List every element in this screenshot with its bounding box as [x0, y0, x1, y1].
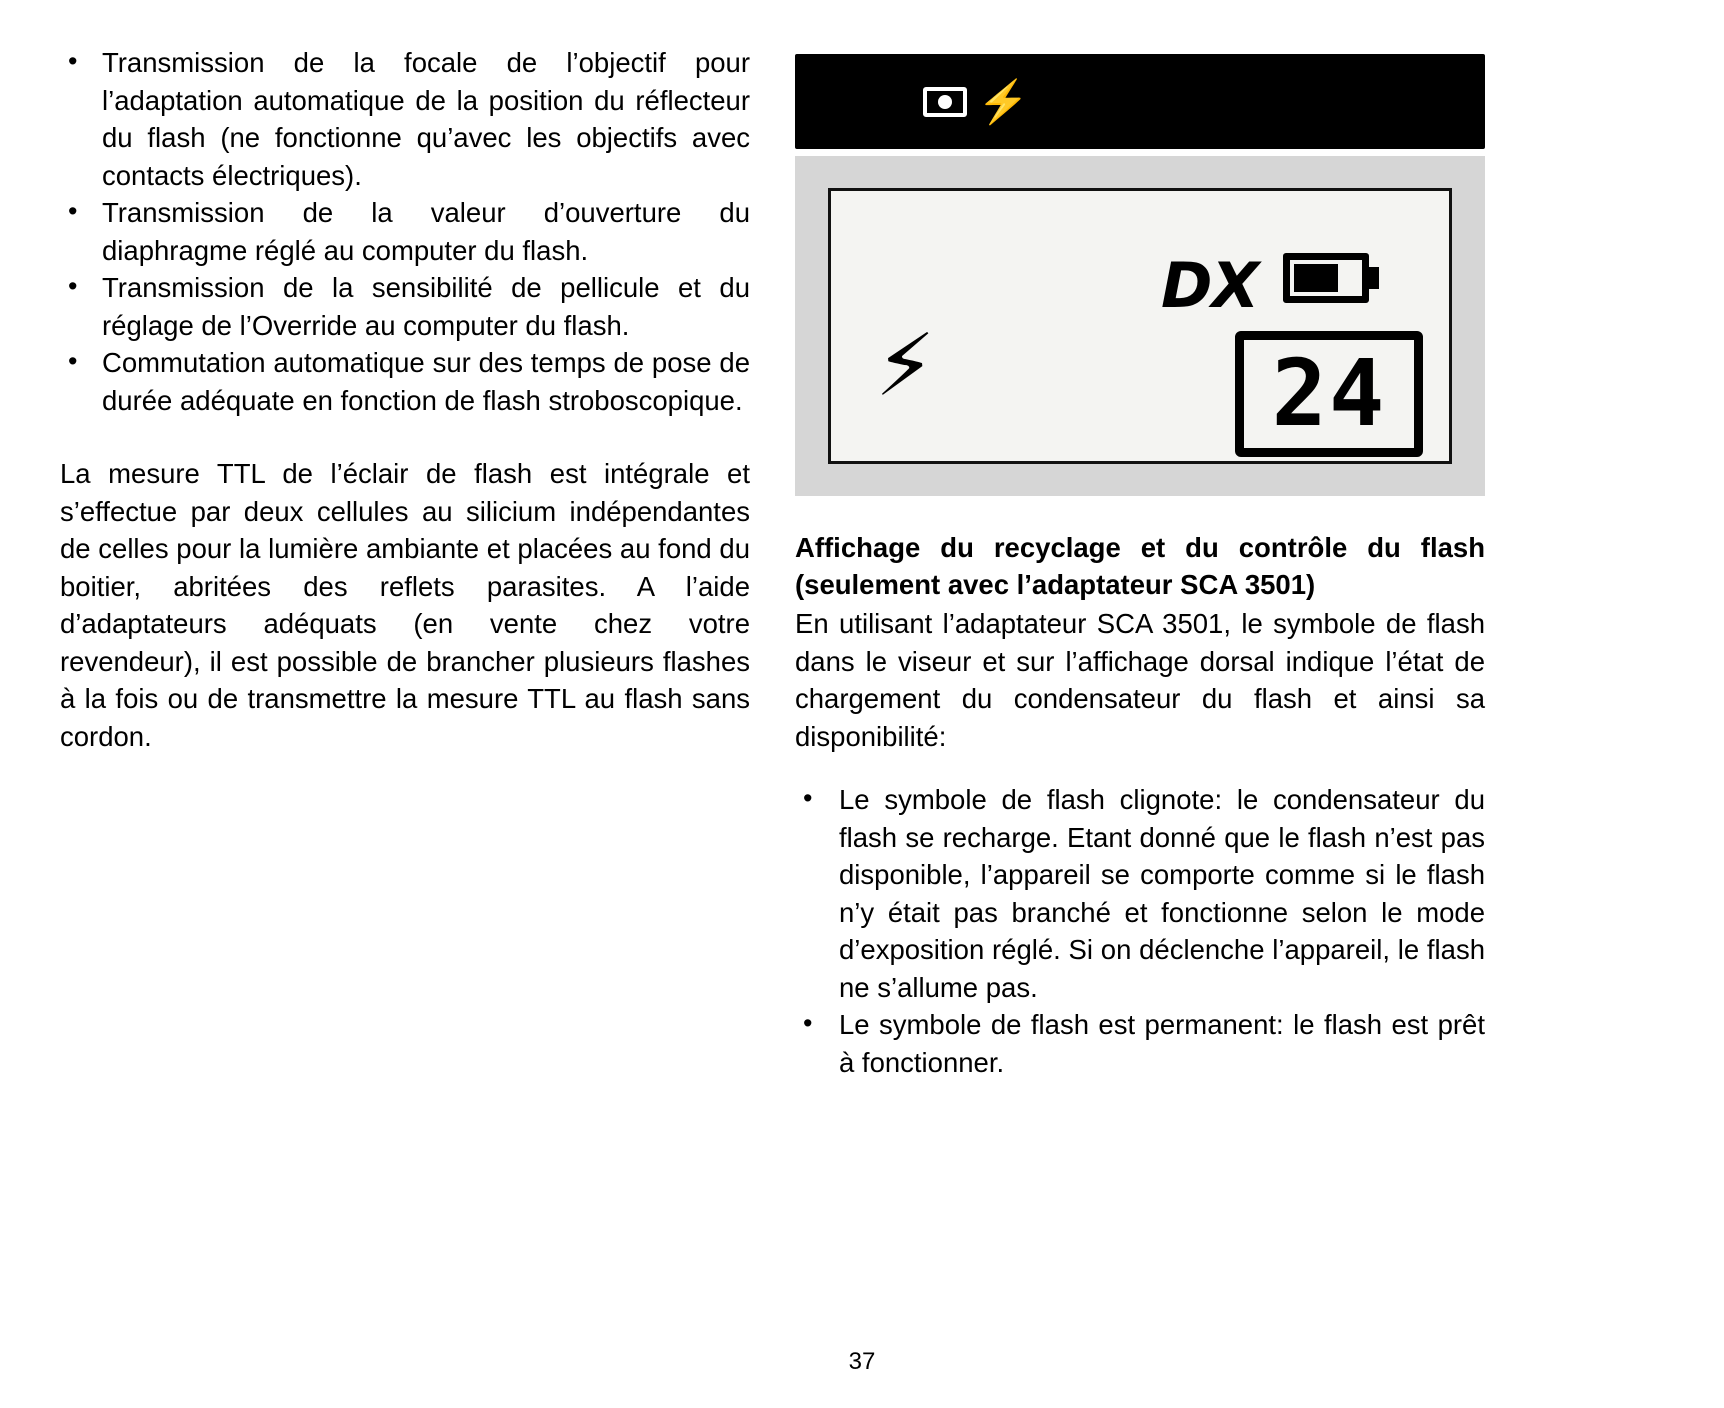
bullet-text: Le symbole de flash clignote: le condensateur du flash se recharge. Etant donné que le flash n’est pas disponible, l’appareil se comporte comme si le flash n’y était pas branché et fonctionne selon le mode d’exposition réglé. Si on déclenche l’appareil, le flash ne s’allume pas. — [839, 784, 1485, 1003]
list-item — [60, 194, 750, 269]
left-column — [60, 44, 750, 755]
list-item — [60, 344, 750, 419]
frame-counter-value: 24 — [1271, 340, 1387, 447]
lcd-screen — [828, 188, 1452, 464]
left-paragraph: La mesure TTL de l’éclair de flash est intégrale et s’effectue par deux cellules au silicium indépendantes de celles pour la lumière ambiante et placées au fond du boitier, abritées des reflets parasites. A l’aide d’adaptateurs adéquats (en vente chez votre revendeur), il est possible de brancher plusieurs flashes à la fois ou de transmettre la mesure TTL au flash sans cordon. — [60, 458, 750, 752]
viewfinder-aperture: 8.0 — [1101, 78, 1180, 125]
viewfinder-bar — [795, 54, 1485, 149]
bullet-text: Transmission de la valeur d’ouverture du diaphragme réglé au computer du flash. — [102, 197, 750, 266]
right-column — [795, 44, 1485, 1081]
viewfinder-right-group — [1293, 79, 1457, 125]
list-item — [795, 781, 1485, 1006]
battery-icon — [1283, 253, 1379, 303]
frame-counter-box — [1235, 331, 1423, 457]
spot-metering-icon — [923, 87, 967, 117]
flash-bolt-icon: ⚡ — [875, 316, 936, 416]
list-item — [795, 1006, 1485, 1081]
right-bullet-list — [795, 781, 1485, 1081]
viewfinder-frame: 24 — [1404, 78, 1457, 125]
flash-bolt-icon: ⚡ — [977, 77, 1030, 125]
bullet-text: Le symbole de flash est permanent: le flash est prêt à fonctionner. — [839, 1009, 1485, 1078]
right-paragraph: En utilisant l’adaptateur SCA 3501, le symbole de flash dans le viseur et sur l’affichage dorsal indique l’état de chargement du condensateur du flash et ainsi sa disponibilité: — [795, 608, 1485, 752]
viewfinder-left-group — [923, 79, 1180, 125]
bullet-text: Transmission de la focale de l’objectif pour l’adaptation automatique de la position du réflecteur du flash (ne fonctionne qu’avec les objectifs avec contacts électriques). — [102, 47, 750, 191]
list-item — [60, 269, 750, 344]
dx-label: DX — [1161, 249, 1259, 322]
lcd-panel-body — [795, 156, 1485, 496]
section-heading: Affichage du recyclage et du contrôle du flash (seulement avec l’adaptateur SCA 3501) — [795, 532, 1485, 600]
list-item — [60, 44, 750, 194]
bullet-text: Transmission de la sensibilité de pellicule et du réglage de l’Override au computer du flash. — [102, 272, 750, 341]
page-number: 37 — [848, 1348, 876, 1375]
left-bullet-list — [60, 44, 750, 419]
lcd-display-figure — [795, 44, 1485, 499]
bullet-text: Commutation automatique sur des temps de pose de durée adéquate en fonction de flash stroboscopique. — [102, 347, 750, 416]
viewfinder-shutter: 25o — [1292, 78, 1371, 125]
viewfinder-mode: -T — [1039, 78, 1092, 125]
